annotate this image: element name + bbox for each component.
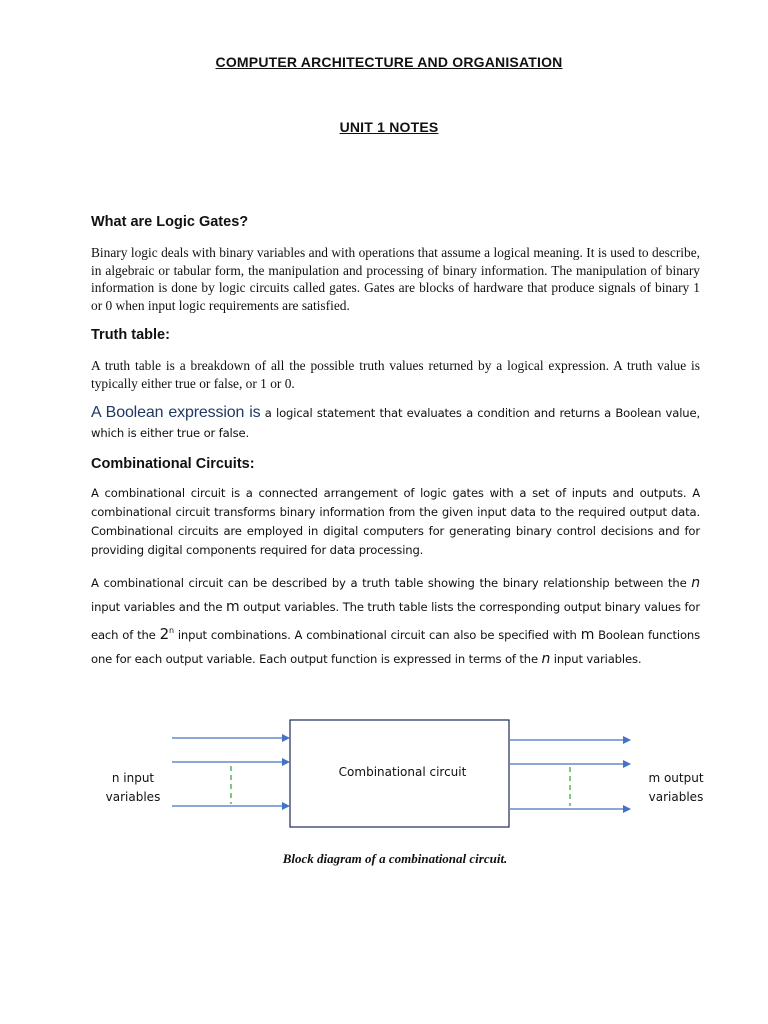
input-label [96, 769, 170, 807]
base-two: 2 [159, 625, 169, 643]
boolean-expression-rest: a logical statement that evaluates a condition and returns a Boolean value, which is either true or false. [91, 406, 700, 440]
boolean-expression-lead: A Boolean expression is [91, 404, 261, 421]
p2-text-e: Boolean functions one for each output variable. Each output function is expressed in terms of the [91, 628, 700, 666]
output-label-line-1: m output [648, 771, 704, 785]
p2-text-b: input variables and the [91, 600, 226, 614]
heading-truth-table: Truth table: [91, 327, 170, 343]
paragraph-combinational-1: A combinational circuit is a connected arrangement of logic gates with a set of inputs and outputs. A combinational circuit transforms binary information from the given input data to the required output data. Combinational circuits are employed in digital computers for generating binary control decisions and for providing digital components required for data processing. [91, 486, 700, 557]
heading-logic-gates: What are Logic Gates? [91, 214, 249, 230]
p2-text-c: output variables. The truth table lists the corresponding output binary values for each of the [91, 600, 700, 642]
p2-text-f: input variables. [550, 652, 642, 666]
input-label-line-2: variables [105, 790, 161, 804]
var-n: n [691, 575, 700, 591]
input-label-line-1: n input [111, 771, 155, 785]
paragraph-truth-table: A truth table is a breakdown of all the possible truth values returned by a logical expression. A truth value is typically either true or false, or 1 or 0. [91, 358, 700, 391]
var-m-2: m [580, 627, 595, 643]
output-label [640, 769, 712, 807]
var-m: m [225, 599, 240, 615]
p2-text-a: A combinational circuit can be described by a truth table showing the binary relationship between the [91, 576, 692, 590]
heading-combinational: Combinational Circuits: [91, 456, 255, 472]
exponent-n: n [169, 626, 174, 635]
diagram-caption: Block diagram of a combinational circuit. [282, 851, 508, 866]
document-title: COMPUTER ARCHITECTURE AND ORGANISATION [215, 54, 563, 70]
var-n-2: n [541, 651, 551, 667]
p2-text-d: input combinations. A combinational circuit can also be specified with [173, 628, 581, 642]
paragraph-logic-gates: Binary logic deals with binary variables and with operations that assume a logical meaning. It is used to describe, in algebraic or tabular form, the manipulation and processing of binary information. The manipulation of binary information is done by logic circuits called gates. Gates are blocks of hardware that produce signals of binary 1 or 0 when input logic requirements are satisfied. [91, 245, 700, 313]
document-subtitle: UNIT 1 NOTES [339, 119, 439, 135]
output-label-line-2: variables [648, 790, 704, 804]
box-label: Combinational circuit [338, 765, 467, 779]
